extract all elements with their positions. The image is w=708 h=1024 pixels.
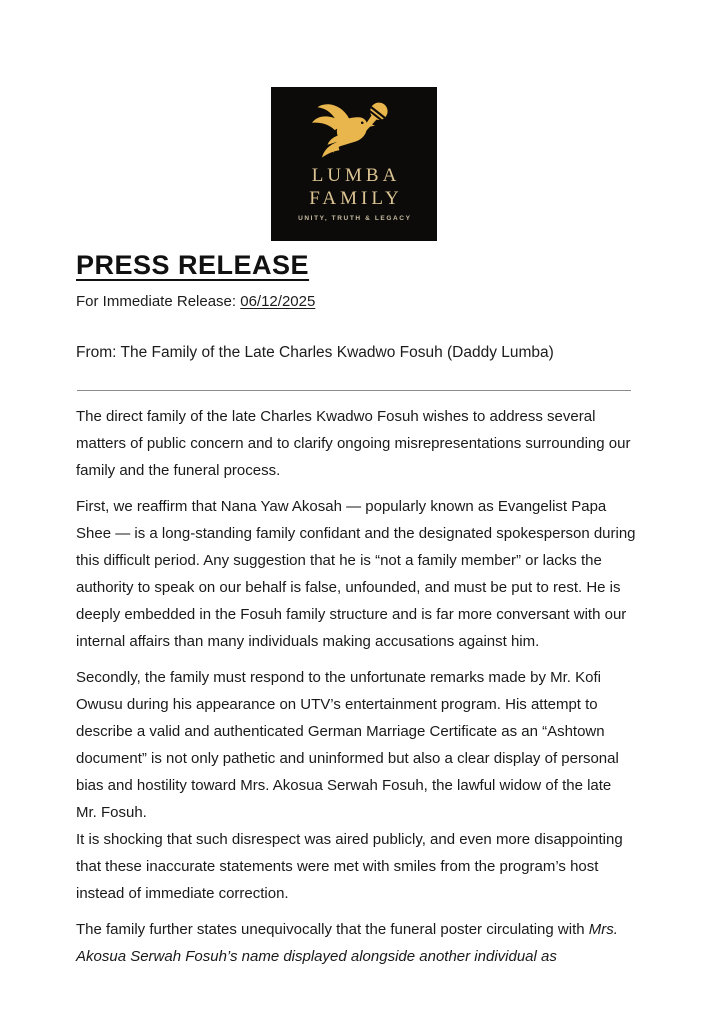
logo-wordmark-line1: LUMBA: [311, 165, 401, 186]
dove-microphone-icon: [306, 99, 402, 163]
from-line: From: The Family of the Late Charles Kwadwo Fosuh (Daddy Lumba): [76, 344, 554, 361]
paragraph-3-part-2: It is shocking that such disrespect was aired publicly, and even more disappointing that these inaccurate statements were met with smiles from the program’s host instead of immediate correction.: [76, 831, 623, 902]
paragraph-4-italic: Mrs. Akosua Serwah Fosuh’s name displayed alongside another individual as: [76, 921, 618, 965]
paragraph-3-part-1: Secondly, the family must respond to the unfortunate remarks made by Mr. Kofi Owusu during his appearance on UTV’s entertainment program. His attempt to describe a valid and authenticated German Marriage Certificate as an “Ashtown document” is not only pathetic and uninformed but also a clear display of personal bias and hostility toward Mrs. Akosua Serwah Fosuh, the lawful widow of the late Mr. Fosuh.: [76, 669, 619, 821]
press-release-body: [76, 403, 636, 979]
logo-wordmark-line2: FAMILY: [309, 188, 403, 210]
paragraph-4-normal: The family further states unequivocally that the funeral poster circulating with: [76, 921, 589, 938]
section-divider: [77, 390, 631, 391]
paragraph-3: [76, 664, 636, 907]
lumba-family-logo: [271, 87, 437, 241]
paragraph-4: [76, 916, 636, 970]
release-date: 06/12/2025: [240, 293, 316, 310]
press-release-title: PRESS RELEASE: [76, 250, 310, 280]
paragraph-1: The direct family of the late Charles Kwadwo Fosuh wishes to address several matters of public concern and to clarify ongoing misrepresentations surrounding our family and the funeral process.: [76, 408, 631, 479]
logo-tagline: UNITY, TRUTH & LEGACY: [298, 214, 412, 222]
release-prefix: For Immediate Release:: [76, 293, 241, 310]
paragraph-2: First, we reaffirm that Nana Yaw Akosah — popularly known as Evangelist Papa Shee — is a long-standing family confidant and the designated spokesperson during this difficult period. Any suggestion that he is “not a family member” or lacks the authority to speak on our behalf is false, unfounded, and must be put to rest. He is deeply embedded in the Fosuh family structure and is far more conversant with our internal affairs than many individuals making accusations against him.: [76, 498, 636, 650]
release-date-line: [76, 293, 315, 310]
